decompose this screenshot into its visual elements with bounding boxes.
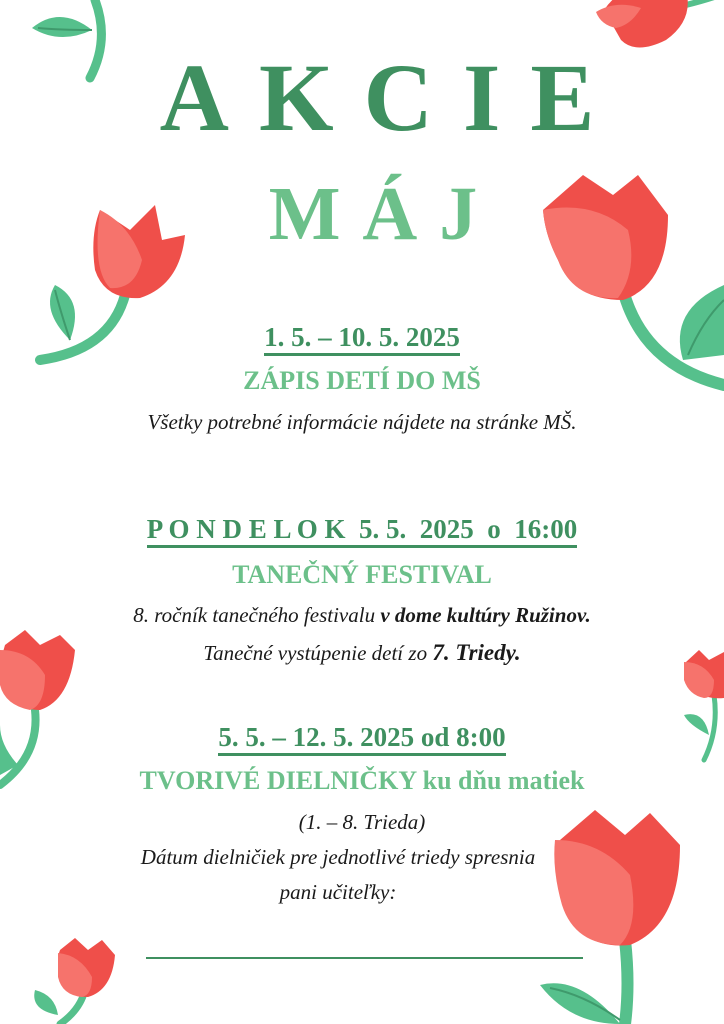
event1-heading: ZÁPIS DETÍ DO MŠ <box>243 366 481 395</box>
event2-date: P O N D E L O K 5. 5. 2025 o 16:00 <box>0 514 724 545</box>
tulip-icon <box>540 805 724 1024</box>
event3-text-line1: (1. – 8. Trieda) <box>298 810 426 834</box>
event3-text-line3: pani učiteľky: <box>279 880 397 904</box>
tulip-icon <box>30 935 120 1024</box>
event1-date: 1. 5. – 10. 5. 2025 <box>0 322 724 353</box>
signature-line <box>146 957 583 959</box>
event2-heading: TANEČNÝ FESTIVAL <box>232 560 492 589</box>
event2-text-line1: 8. ročník tanečného festivalu v dome kultúry Ružinov. <box>133 603 591 627</box>
page-subtitle: MÁJ <box>268 172 500 256</box>
page-title: AKCIE <box>159 44 625 151</box>
event3-text-line2: Dátum dielničiek pre jednotlivé triedy spresnia <box>140 845 536 869</box>
event3-heading: TVORIVÉ DIELNIČKY ku dňu matiek <box>139 766 585 795</box>
event2-text-line2: Tanečné vystúpenie detí zo 7. Triedy. <box>203 640 521 665</box>
event3-date: 5. 5. – 12. 5. 2025 od 8:00 <box>0 722 724 753</box>
event1-text: Všetky potrebné informácie nájdete na stránke MŠ. <box>147 410 577 434</box>
